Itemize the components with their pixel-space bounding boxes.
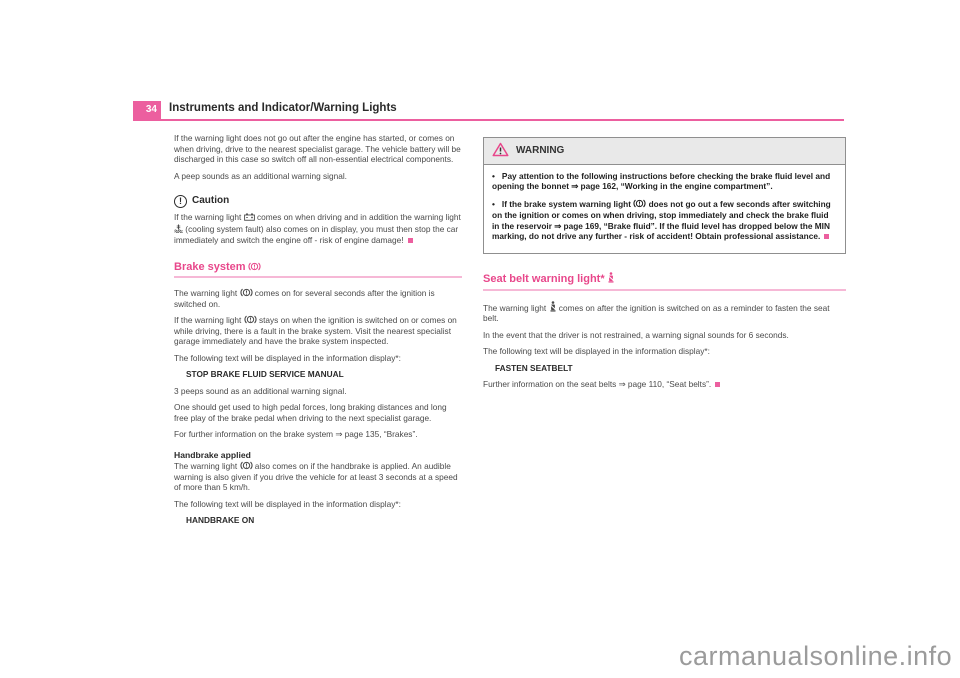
warning-box-body (484, 165, 845, 254)
paragraph (174, 315, 462, 347)
paragraph (483, 301, 846, 324)
paragraph: 3 peeps sound as an additional warning signal. (174, 385, 347, 396)
right-column (483, 137, 846, 396)
page-title: Instruments and Indicator/Warning Lights (169, 102, 397, 114)
brake-warning-light-icon (248, 262, 261, 272)
watermark: carmanualsonline.info (679, 641, 953, 671)
paragraph (174, 288, 462, 309)
warning-box (483, 137, 846, 254)
handbrake-subheading: Handbrake applied (174, 449, 251, 460)
text-run: Further information on the seat belts ⇒ page 110, “Seat belts”. (483, 379, 712, 390)
paragraph: One should get used to high pedal forces, long braking distances and long free play of the brake pedal when driving to the next specialist garage. (174, 402, 447, 423)
bullet-glyph: • (492, 170, 495, 181)
paragraph (174, 461, 462, 493)
paragraph: The following text will be displayed in the information display*: (174, 352, 401, 363)
text-run: comes on for several seconds after the ignition is switched on. (174, 288, 435, 309)
brake-warning-light-icon (240, 288, 253, 298)
paragraph: The following text will be displayed in the information display*: (174, 498, 401, 509)
battery-warning-light-icon (244, 213, 255, 224)
brake-warning-light-icon (633, 199, 646, 209)
section-end-square (824, 234, 829, 239)
caution-header (174, 195, 462, 208)
paragraph: A peep sounds as an additional warning signal. (174, 170, 347, 181)
seat-belt-warning-light-icon (549, 303, 557, 313)
text-run: comes on after the ignition is switched on as a reminder to fasten the seat belt. (483, 302, 830, 324)
heading-text: Seat belt warning light* (483, 273, 605, 286)
caution-paragraph (174, 212, 462, 246)
paragraph (483, 379, 846, 390)
paragraph: The following text will be displayed in the information display*: (483, 346, 710, 357)
warning-box-header (484, 138, 845, 165)
header-rule (133, 119, 844, 121)
left-column (174, 133, 462, 532)
text-run: stays on when the ignition is switched on or comes on while driving, there is a fault in the brake system. Visit the nearest specialist garage immediately and have the brake system inspected. (174, 315, 457, 346)
brake-warning-light-icon (240, 461, 253, 471)
caution-circle-icon: ! (174, 195, 187, 208)
text-run: comes on when driving and in addition the warning light (254, 212, 461, 222)
section-end-square (715, 382, 720, 387)
paragraph: For further information on the brake system ⇒ page 135, “Brakes”. (174, 429, 418, 439)
text-run: The warning light (174, 461, 240, 471)
text-run: If the brake system warning light (501, 199, 634, 210)
seat-belt-heading (483, 272, 846, 291)
warning-title: WARNING (516, 144, 565, 156)
text-run: also comes on if the handbrake is applied. An audible warning is also given if you drive the vehicle for at least 3 seconds at a speed of more than 5 km/h. (174, 461, 458, 492)
text-run: The warning light (483, 302, 549, 313)
bullet-glyph: • (492, 199, 495, 210)
info-display-text: HANDBRAKE ON (186, 515, 255, 525)
paragraph: In the event that the driver is not restrained, a warning signal sounds for 6 seconds. (483, 329, 789, 340)
section-end-square (408, 238, 413, 243)
info-display-text: FASTEN SEATBELT (495, 362, 573, 373)
warning-bullet (492, 171, 837, 193)
page-number-badge: 34 (133, 101, 161, 119)
text-run: If the warning light (174, 212, 244, 222)
brake-warning-light-icon (244, 315, 257, 325)
coolant-warning-light-icon (174, 224, 183, 236)
text-run: (cooling system fault) also comes on in display, you must then stop the car immediately and switch the engine off - risk of engine damage! (174, 223, 459, 245)
text-run: does not go out a few seconds after switching on the ignition or comes on when driving, stop immediately and check the brake fluid in the reservoir ⇒ page 169, “Brake fluid”. If the fluid level has dropped below the MIN marking, do not drive any further - risk of accident! Obtain professional assistance. (492, 199, 831, 242)
seat-belt-warning-light-icon (607, 274, 615, 284)
text-run: Pay attention to the following instructions before checking the brake fluid level and opening the bonnet ⇒ page 162, “Working in the engine compartment”. (492, 170, 831, 192)
heading-text: Brake system (174, 260, 246, 273)
paragraph: If the warning light does not go out after the engine has started, or comes on when driving, drive to the nearest specialist garage. The vehicle battery will be discharged in this case so switch off all non-essential electrical components. (174, 133, 461, 164)
text-run: The warning light (174, 288, 240, 298)
warning-triangle-icon (492, 142, 509, 160)
info-display-text: STOP BRAKE FLUID SERVICE MANUAL (186, 369, 344, 379)
warning-bullet (492, 199, 837, 242)
text-run: If the warning light (174, 315, 244, 325)
brake-system-heading (174, 262, 462, 279)
caution-title: Caution (192, 195, 230, 207)
